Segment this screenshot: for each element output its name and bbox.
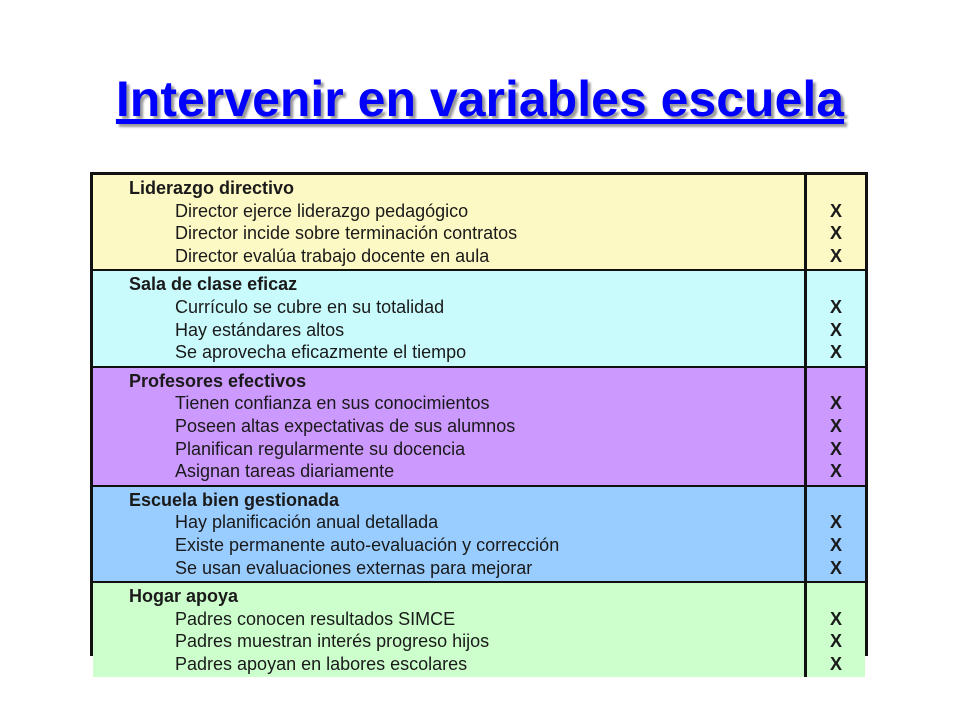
section-heading: Escuela bien gestionada <box>129 489 340 510</box>
section-marks-column <box>807 271 865 365</box>
table-row: Padres apoyan en labores escolares <box>175 653 468 674</box>
table-section <box>93 368 865 487</box>
check-mark: X <box>829 393 842 414</box>
check-mark: X <box>829 342 842 363</box>
table-section <box>93 271 865 367</box>
section-heading: Profesores efectivos <box>129 370 307 391</box>
table-row: Se usan evaluaciones externas para mejorar <box>175 557 533 578</box>
table-row: Currículo se cubre en su totalidad <box>175 296 445 317</box>
mark-spacer <box>807 273 865 296</box>
section-items-column <box>93 487 807 581</box>
check-mark: X <box>829 534 842 555</box>
section-items-column <box>93 175 807 269</box>
table-row: Padres muestran interés progreso hijos <box>175 631 490 652</box>
mark-spacer <box>807 585 865 608</box>
table-section <box>93 487 865 583</box>
section-items-column <box>93 271 807 365</box>
table-section <box>93 175 865 271</box>
check-mark: X <box>829 223 842 244</box>
table-row: Director incide sobre terminación contratos <box>175 223 518 244</box>
school-variables-table <box>90 172 868 674</box>
table-row: Director ejerce liderazgo pedagógico <box>175 200 469 221</box>
mark-spacer <box>807 370 865 393</box>
section-heading: Liderazgo directivo <box>129 178 295 198</box>
section-marks-column <box>807 487 865 581</box>
table-row: Existe permanente auto-evaluación y corrección <box>175 534 560 555</box>
section-heading: Hogar apoya <box>129 586 239 607</box>
check-mark: X <box>829 557 842 578</box>
table-row: Hay estándares altos <box>175 319 345 340</box>
check-mark: X <box>829 438 842 459</box>
section-heading: Sala de clase eficaz <box>129 274 298 295</box>
table-row: Hay planificación anual detallada <box>175 512 439 533</box>
check-mark: X <box>829 415 842 436</box>
table-section <box>93 583 865 677</box>
check-mark: X <box>829 245 842 266</box>
mark-spacer <box>807 489 865 512</box>
table-row: Asignan tareas diariamente <box>175 461 395 482</box>
table-row: Se aprovecha eficazmente el tiempo <box>175 342 467 363</box>
check-mark: X <box>829 319 842 340</box>
check-mark: X <box>829 631 842 652</box>
check-mark: X <box>829 608 842 629</box>
check-mark: X <box>829 653 842 674</box>
check-mark: X <box>829 200 842 221</box>
section-marks-column <box>807 175 865 269</box>
section-marks-column <box>807 368 865 485</box>
table-row: Poseen altas expectativas de sus alumnos <box>175 415 516 436</box>
section-items-column <box>93 583 807 677</box>
table-row: Director evalúa trabajo docente en aula <box>175 245 490 266</box>
table-row: Tienen confianza en sus conocimientos <box>175 393 490 414</box>
table-row: Planifican regularmente su docencia <box>175 438 466 459</box>
section-marks-column <box>807 583 865 677</box>
check-mark: X <box>829 512 842 533</box>
table-row: Padres conocen resultados SIMCE <box>175 608 456 629</box>
mark-spacer <box>807 177 865 200</box>
slide-title: Intervenir en variables escuela <box>115 71 845 127</box>
check-mark: X <box>829 296 842 317</box>
check-mark: X <box>829 461 842 482</box>
section-items-column <box>93 368 807 485</box>
